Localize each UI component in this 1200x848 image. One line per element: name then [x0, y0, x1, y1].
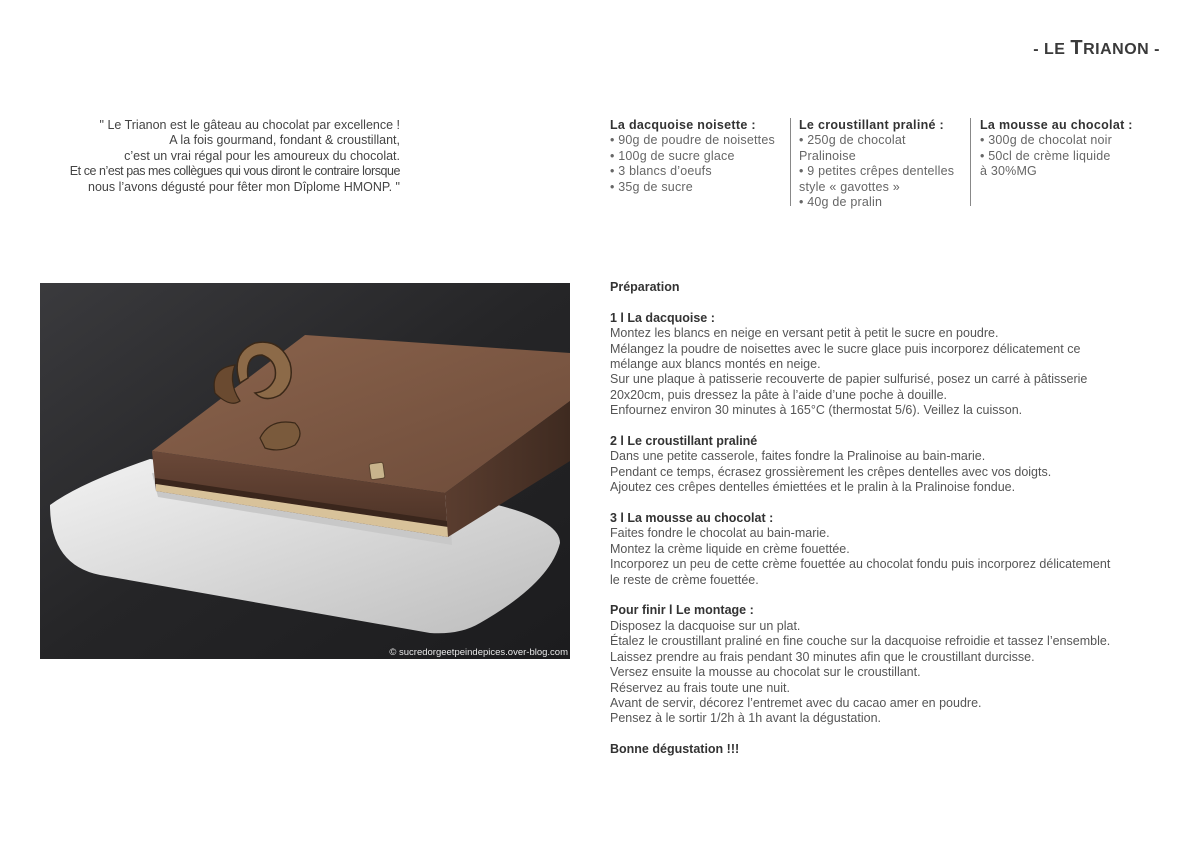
ingredient-item: • 35g de sucre: [610, 179, 693, 194]
ingredient-item: • 100g de sucre glace: [610, 148, 735, 163]
step-line: Montez les blancs en neige en versant petit à petit le sucre en poudre.: [610, 326, 999, 341]
preparation-step-3: [610, 511, 1161, 588]
step-line: Pendant ce temps, écrasez grossièrement les crêpes dentelles avec vos doigts.: [610, 464, 1052, 479]
step-line: Versez ensuite la mousse au chocolat sur le croustillant.: [610, 665, 921, 680]
step-line: mélange aux blancs montés en neige.: [610, 357, 821, 372]
intro-line: " Le Trianon est le gâteau au chocolat par excellence !: [99, 118, 400, 132]
step-line: Dans une petite casserole, faites fondre la Pralinoise au bain-marie.: [610, 449, 986, 464]
ingredient-item: • 40g de pralin: [799, 195, 883, 210]
step-line: Mélangez la poudre de noisettes avec le sucre glace puis incorporez délicatement ce: [610, 341, 1081, 356]
ingredient-column-croustillant: [791, 118, 971, 210]
intro-line: A la fois gourmand, fondant & croustillant,: [169, 133, 400, 148]
step-title: Pour finir l Le montage :: [610, 603, 754, 618]
cake-illustration: [40, 283, 570, 659]
ingredient-item: • 250g de chocolat Pralinoise: [799, 133, 906, 163]
step-title: 2 l Le croustillant praliné: [610, 434, 758, 449]
step-line: Laissez prendre au frais pendant 30 minutes afin que le croustillant durcisse.: [610, 649, 1035, 664]
title-prefix: - L: [1033, 41, 1055, 58]
ingredient-column-mousse: [971, 118, 1153, 206]
ingredient-item: • 3 blancs d’oeufs: [610, 164, 712, 179]
preparation: [610, 280, 1161, 758]
step-title: 1 l La dacquoise :: [610, 310, 715, 325]
title-initial: T: [1070, 37, 1084, 59]
intro-line: nous l’avons dégusté pour fêter mon Dîplome HMONP. ": [88, 179, 400, 194]
preparation-heading: Préparation: [610, 280, 680, 294]
preparation-step-1: [610, 311, 1161, 419]
title-part-2: RIANON: [1083, 41, 1150, 58]
ingredient-title: Le croustillant praliné :: [799, 118, 945, 132]
step-line: Étalez le croustillant praliné en fine couche sur la dacquoise refroidie et tassez l’ensemble.: [610, 634, 1111, 649]
ingredient-item: • 300g de chocolat noir: [980, 133, 1112, 148]
step-line: Disposez la dacquoise sur un plat.: [610, 618, 801, 633]
ingredient-item: à 30%MG: [980, 164, 1037, 179]
step-line: Sur une plaque à patisserie recouverte de papier sulfurisé, posez un carré à pâtisserie: [610, 372, 1088, 387]
step-line: Pensez à le sortir 1/2h à 1h avant la dégustation.: [610, 711, 882, 726]
step-line: Réservez au frais toute une nuit.: [610, 680, 790, 695]
step-line: Ajoutez ces crêpes dentelles émiettées et le pralin à la Pralinoise fondue.: [610, 480, 1016, 495]
intro-line: Et ce n’est pas mes collègues qui vous diront le contraire lorsque: [69, 164, 400, 179]
title-suffix: -: [1149, 41, 1160, 58]
step-line: Montez la crème liquide en crème fouettée.: [610, 541, 850, 556]
ingredient-item: • 9 petites crêpes dentelles: [799, 164, 955, 179]
ingredient-title: La dacquoise noisette :: [610, 118, 756, 132]
title-part-1: E: [1054, 41, 1071, 58]
step-line: Incorporez un peu de cette crème fouettée au chocolat fondu puis incorporez délicatement: [610, 557, 1111, 572]
ingredient-item: • 90g de poudre de noisettes: [610, 133, 775, 148]
preparation-step-4: [610, 603, 1161, 726]
chocolate-square: [369, 462, 385, 480]
intro-quote: [38, 118, 400, 195]
step-title: 3 l La mousse au chocolat :: [610, 511, 774, 526]
closing-line: Bonne dégustation !!!: [610, 742, 740, 757]
ingredient-item: style « gavottes »: [799, 179, 900, 194]
photo-credit: © sucredorgeetpeindepices.over-blog.com: [389, 647, 568, 658]
step-line: 20x20cm, puis dressez la pâte à l’aide d’une poche à douille.: [610, 387, 948, 402]
ingredient-column-dacquoise: [610, 118, 791, 206]
ingredient-title: La mousse au chocolat :: [980, 118, 1133, 132]
page-title: [1033, 37, 1160, 60]
step-line: Faites fondre le chocolat au bain-marie.: [610, 526, 830, 541]
preparation-step-2: [610, 434, 1161, 496]
intro-line: c’est un vrai régal pour les amoureux du chocolat.: [124, 148, 400, 163]
ingredients-panel: [610, 118, 1162, 210]
step-line: Avant de servir, décorez l’entremet avec du cacao amer en poudre.: [610, 695, 982, 710]
step-line: Enfournez environ 30 minutes à 165°C (thermostat 5/6). Veillez la cuisson.: [610, 403, 1023, 418]
ingredient-item: • 50cl de crème liquide: [980, 148, 1111, 163]
cake-photo: [40, 283, 570, 659]
step-line: le reste de crème fouettée.: [610, 572, 759, 587]
